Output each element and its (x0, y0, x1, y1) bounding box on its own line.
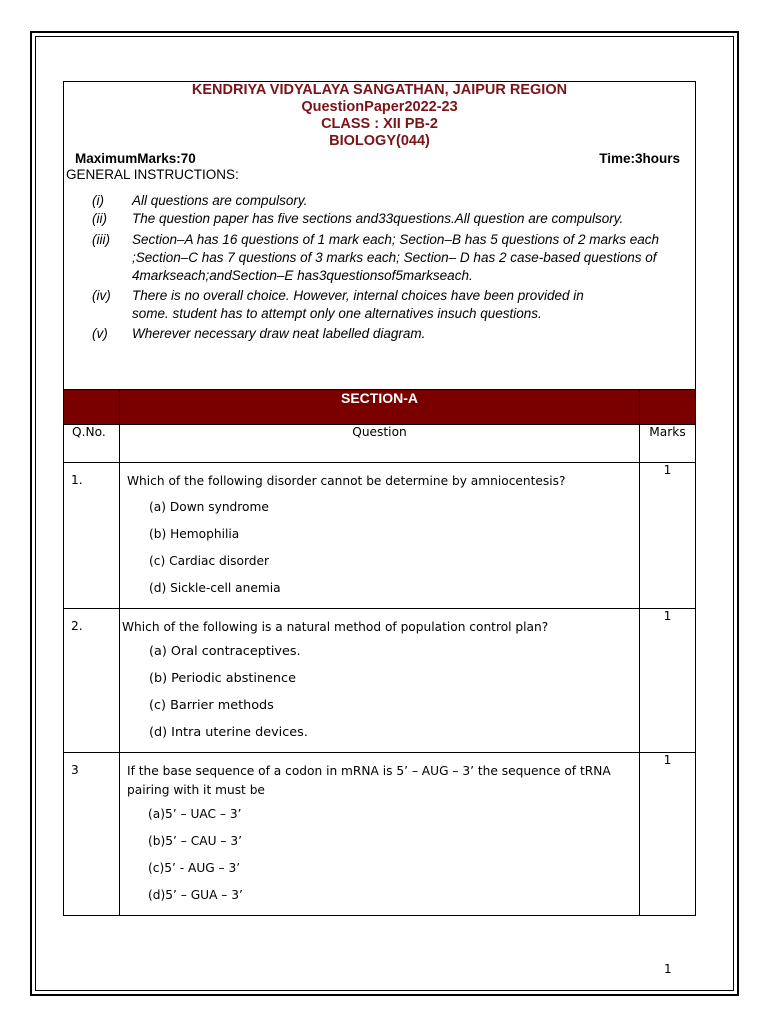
option: (c)5’ - AUG – 3’ (148, 861, 241, 875)
option: (d)5’ – GUA – 3’ (148, 888, 243, 902)
option: (b) Periodic abstinence (149, 671, 296, 686)
page-number: 1 (664, 962, 672, 976)
col-qno: Q.No. (64, 425, 120, 463)
col-question: Question (120, 425, 640, 463)
marks-value: 1 (640, 753, 696, 916)
paper-header (63, 82, 696, 150)
option: (c) Cardiac disorder (149, 554, 269, 568)
question-number: 1. (64, 463, 120, 609)
instruction-text: There is no overall choice. However, internal choices have been provided in some. student has to attempt only one alternatives insuch questions. (132, 288, 584, 321)
marks-value: 1 (640, 463, 696, 609)
instruction-text: The question paper has five sections and33questions.All question are compulsory. (132, 211, 624, 226)
section-header-row (64, 390, 696, 425)
paper-year: QuestionPaper2022-23 (301, 99, 458, 115)
marks-value: 1 (640, 609, 696, 753)
question-number: 3 (64, 753, 120, 916)
instruction-number: (i) (92, 193, 104, 208)
option: (d) Intra uterine devices. (149, 725, 308, 740)
instruction-text: Section–A has 16 questions of 1 mark each; Section–B has 5 questions of 2 marks each ;Section–C has 7 questions of 3 marks each; Section– D has 2 case-based questions of 4markseach;andSection–E has3questionsof5markseach. (132, 232, 660, 283)
subject-label: BIOLOGY(044) (329, 133, 430, 149)
col-marks: Marks (640, 425, 696, 463)
question-table (63, 389, 696, 916)
table-row (64, 609, 696, 753)
column-header-row (64, 425, 696, 463)
option: (c) Barrier methods (149, 698, 274, 713)
question-number: 2. (64, 609, 120, 753)
general-instructions-heading: GENERAL INSTRUCTIONS: (66, 167, 239, 182)
question-text: If the base sequence of a codon in mRNA is 5’ – AUG – 3’ the sequence of tRNA pairing with it must be (127, 764, 611, 797)
instruction-number: (iii) (92, 232, 110, 247)
class-label: CLASS : XII PB-2 (321, 116, 438, 132)
option: (b) Hemophilia (149, 527, 240, 541)
question-cell (120, 753, 640, 916)
instruction-number: (iv) (92, 288, 111, 303)
instruction-text: All questions are compulsory. (132, 193, 308, 208)
option: (a) Down syndrome (149, 500, 269, 514)
question-cell (120, 463, 640, 609)
table-row (64, 753, 696, 916)
max-marks: MaximumMarks:70 (75, 151, 196, 166)
option: (b)5’ – CAU – 3’ (148, 834, 242, 848)
instruction-text: Wherever necessary draw neat labelled diagram. (132, 326, 426, 341)
question-cell (120, 609, 640, 753)
option: (a) Oral contraceptives. (149, 644, 301, 659)
option: (a)5’ – UAC – 3’ (148, 807, 242, 821)
table-row (64, 463, 696, 609)
section-title: SECTION-A (120, 390, 640, 425)
question-text: Which of the following disorder cannot be determine by amniocentesis? (127, 474, 566, 488)
time-allowed: Time:3hours (599, 151, 680, 166)
question-text: Which of the following is a natural method of population control plan? (122, 620, 549, 634)
instruction-number: (v) (92, 326, 108, 341)
school-name: KENDRIYA VIDYALAYA SANGATHAN, JAIPUR REGION (191, 82, 568, 98)
option: (d) Sickle-cell anemia (149, 581, 281, 595)
instruction-number: (ii) (92, 211, 107, 226)
